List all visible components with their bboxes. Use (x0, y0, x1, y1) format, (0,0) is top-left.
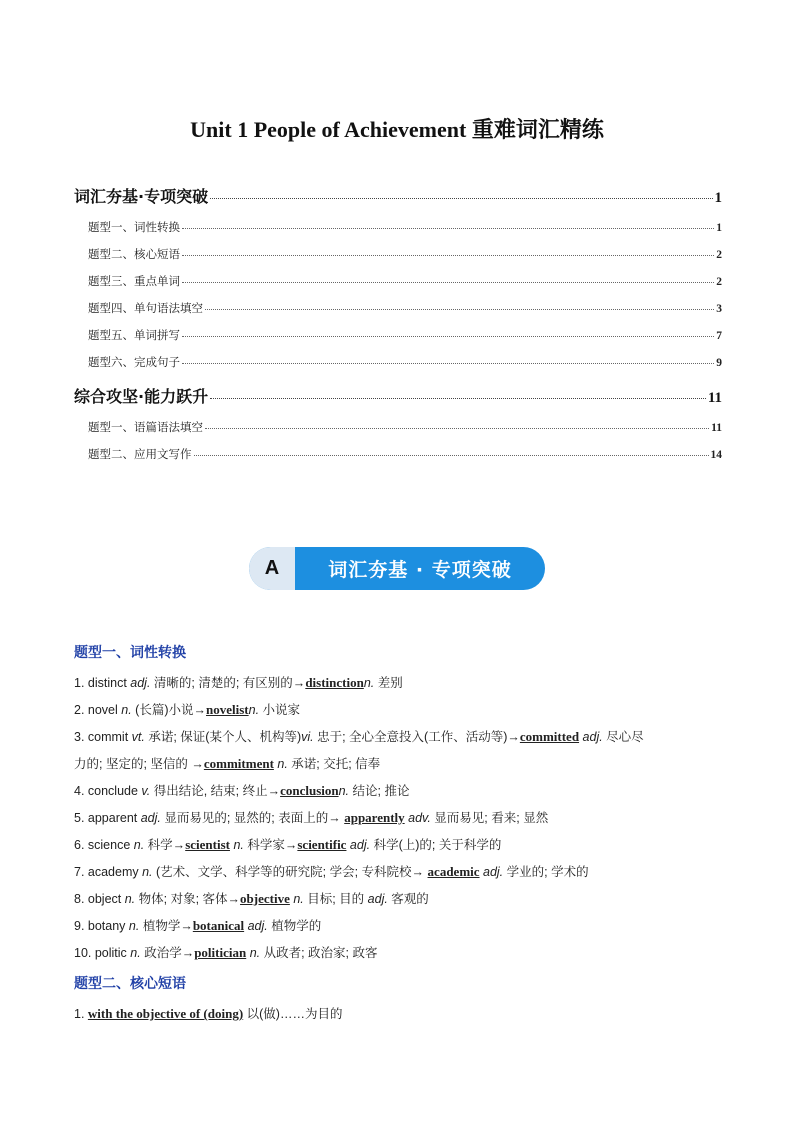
toc-dot-leader (182, 282, 714, 283)
list-item (74, 1004, 342, 1022)
section-banner (249, 547, 545, 590)
text-segment: 6. science (74, 838, 134, 852)
toc-entry-page: 11 (707, 390, 722, 406)
list-item (74, 700, 300, 718)
toc-dot-leader (182, 255, 714, 256)
text-segment: 得出结论, 结束; 终止→ (150, 784, 281, 798)
answer-word: novelist (206, 702, 249, 717)
toc-entry-label: 词汇夯基·专项突破 (74, 187, 209, 206)
text-segment: 5. apparent (74, 811, 141, 825)
part-of-speech: n. (248, 703, 260, 717)
part-of-speech: n. (130, 946, 141, 960)
text-segment: 物体; 对象; 客体→ (135, 892, 241, 906)
part-of-speech: n. (133, 838, 145, 852)
part-of-speech: vt. (131, 730, 145, 744)
text-segment: 4. conclude (74, 784, 142, 798)
text-segment: 客观的 (387, 892, 429, 906)
text-segment: 3. commit (74, 730, 132, 744)
list-item (74, 754, 380, 772)
text-segment: (长篇)小说→ (131, 703, 207, 717)
list-item (74, 673, 403, 691)
part-of-speech: adj. (346, 838, 371, 852)
toc-entry-label: 题型三、重点单词 (88, 274, 180, 288)
toc-entry[interactable] (88, 246, 722, 262)
list-item (74, 781, 409, 799)
text-segment: 植物学的 (267, 919, 322, 933)
toc-entry[interactable] (88, 419, 722, 435)
toc-dot-leader (194, 455, 709, 456)
toc-dot-leader (210, 398, 706, 399)
list-item (74, 862, 589, 880)
part-of-speech: adj. (479, 865, 504, 879)
list-item (74, 808, 548, 826)
text-segment: 科学(上)的; 关于科学的 (370, 838, 502, 852)
answer-word: objective (240, 891, 290, 906)
toc-dot-leader (205, 309, 714, 310)
list-item (74, 943, 378, 961)
part-of-speech: n. (363, 676, 375, 690)
toc-entry[interactable] (88, 354, 722, 370)
text-segment: 从政者; 政治家; 政客 (260, 946, 378, 960)
text-segment: 10. politic (74, 946, 131, 960)
text-segment: 承诺; 交托; 信奉 (287, 757, 381, 771)
toc-entry[interactable] (74, 384, 722, 407)
toc-entry[interactable] (74, 184, 722, 207)
text-segment: 1. (74, 1007, 88, 1021)
part-of-speech: adj. (140, 811, 161, 825)
answer-word: apparently (344, 810, 405, 825)
part-of-speech: n. (124, 892, 136, 906)
toc-dot-leader (182, 336, 714, 337)
part-of-speech: adj. (244, 919, 268, 933)
text-segment: 结论; 推论 (349, 784, 410, 798)
text-segment: 目标; 目的 (303, 892, 368, 906)
text-segment: 力的; 坚定的; 坚信的 → (74, 757, 204, 771)
toc-entry-page: 1 (714, 190, 722, 206)
text-segment: 以(做)……为目的 (243, 1007, 343, 1021)
text-segment: 7. academy (74, 865, 143, 879)
toc-entry[interactable] (88, 327, 722, 343)
toc-dot-leader (182, 363, 714, 364)
toc-dot-leader (205, 428, 709, 429)
answer-word: distinction (305, 675, 364, 690)
text-segment: 植物学→ (139, 919, 193, 933)
toc-entry-label: 题型六、完成句子 (88, 355, 180, 369)
section-heading-word-forms: 题型一、词性转换 (74, 645, 186, 661)
text-segment: 忠于; 全心全意投入(工作、活动等)→ (313, 730, 520, 744)
toc-entry[interactable] (88, 219, 722, 235)
part-of-speech: adj. (579, 730, 603, 744)
text-segment: 1. distinct (74, 676, 131, 690)
list-item (74, 916, 321, 934)
text-segment: 9. botany (74, 919, 129, 933)
text-segment: 学业的; 学术的 (503, 865, 589, 879)
part-of-speech: n. (273, 757, 288, 771)
part-of-speech: n. (338, 784, 350, 798)
answer-word: politician (194, 945, 247, 960)
text-segment: 8. object (74, 892, 125, 906)
answer-word: committed (519, 729, 580, 744)
text-segment: (艺术、文学、科学等的研究院; 学会; 专科院校→ (152, 865, 428, 879)
part-of-speech: n. (229, 838, 244, 852)
toc-entry-label: 题型五、单词拼写 (88, 328, 180, 342)
toc-entry-page: 3 (716, 303, 722, 315)
part-of-speech: n. (246, 946, 261, 960)
text-segment: 2. novel (74, 703, 122, 717)
part-of-speech: n. (289, 892, 304, 906)
toc-entry[interactable] (88, 300, 722, 316)
toc-entry[interactable] (88, 446, 722, 462)
text-segment: 清晰的; 清楚的; 有区别的→ (150, 676, 306, 690)
toc-entry-page: 1 (716, 222, 722, 234)
text-segment: 小说家 (259, 703, 301, 717)
toc-entry-page: 2 (716, 276, 722, 288)
toc-entry-label: 题型一、语篇语法填空 (88, 420, 203, 434)
list-item (74, 835, 501, 853)
toc-entry-page: 2 (716, 249, 722, 261)
toc-entry[interactable] (88, 273, 722, 289)
part-of-speech: adj. (367, 892, 388, 906)
toc-entry-label: 题型二、核心短语 (88, 247, 180, 261)
answer-word: scientific (297, 837, 347, 852)
answer-word: with the objective of (doing) (87, 1006, 244, 1021)
toc-entry-label: 题型一、词性转换 (88, 220, 180, 234)
section-heading-phrases: 题型二、核心短语 (74, 976, 186, 992)
part-of-speech: n. (142, 865, 153, 879)
list-item (74, 727, 644, 745)
answer-word: commitment (203, 756, 274, 771)
part-of-speech: n. (128, 919, 140, 933)
toc-entry-page: 9 (716, 357, 722, 369)
text-segment: 科学家→ (243, 838, 298, 852)
text-segment: 显而易见的; 显然的; 表面上的→ (160, 811, 345, 825)
text-segment: 尽心尽 (602, 730, 644, 744)
part-of-speech: v. (141, 784, 151, 798)
answer-word: conclusion (280, 783, 339, 798)
text-segment: 差别 (374, 676, 403, 690)
text-segment: 科学→ (144, 838, 186, 852)
banner-letter: A (249, 547, 295, 590)
toc-dot-leader (182, 228, 714, 229)
part-of-speech: n. (121, 703, 132, 717)
toc-entry-page: 11 (711, 422, 722, 434)
answer-word: botanical (192, 918, 245, 933)
toc-entry-label: 题型二、应用文写作 (88, 447, 192, 461)
banner-title: 词汇夯基 · 专项突破 (328, 559, 512, 581)
answer-word: scientist (185, 837, 230, 852)
toc-entry-page: 14 (710, 449, 722, 461)
toc-entry-label: 综合攻坚·能力跃升 (74, 387, 209, 406)
page-title: Unit 1 People of Achievement 重难词汇精练 (190, 117, 604, 142)
toc-entry-label: 题型四、单句语法填空 (88, 301, 203, 315)
list-item (74, 889, 429, 907)
toc-entry-page: 7 (716, 330, 722, 342)
toc-dot-leader (210, 198, 712, 199)
answer-word: academic (427, 864, 480, 879)
text-segment: 承诺; 保证(某个人、机构等) (144, 730, 302, 744)
part-of-speech: adj. (130, 676, 151, 690)
part-of-speech: vi. (301, 730, 314, 744)
text-segment: 显而易见; 看来; 显然 (430, 811, 549, 825)
part-of-speech: adv. (404, 811, 431, 825)
text-segment: 政治学→ (140, 946, 195, 960)
